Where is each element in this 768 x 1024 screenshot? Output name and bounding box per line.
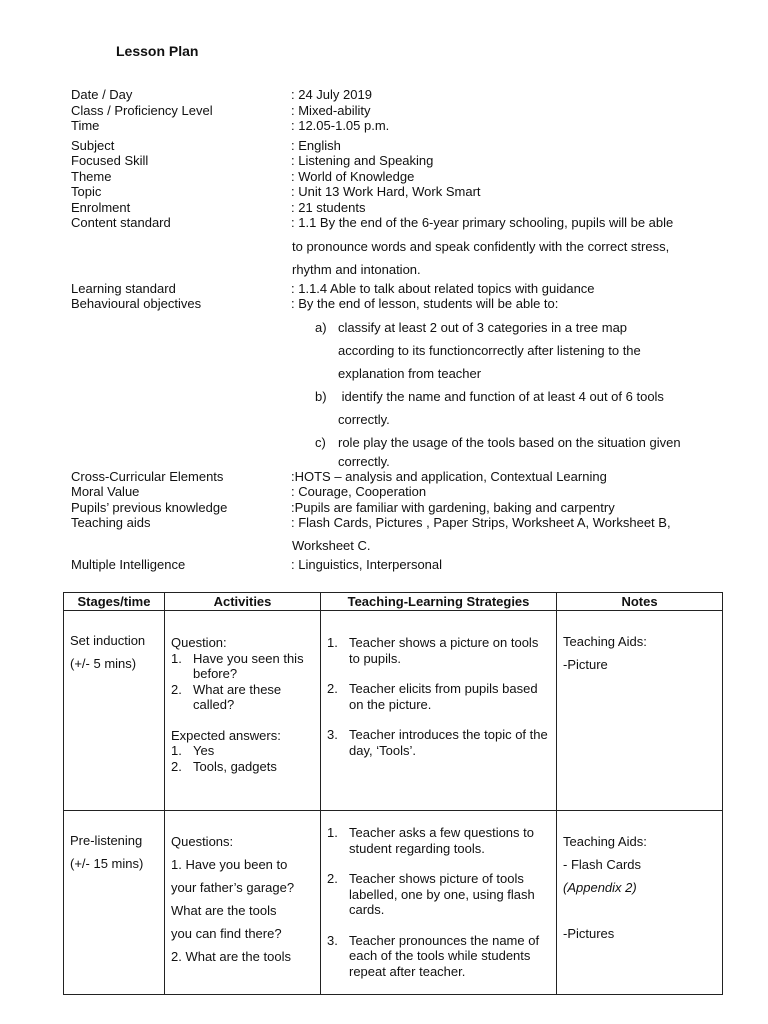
list-item	[171, 682, 314, 713]
column-header: Activities	[165, 593, 321, 611]
info-label: Pupils’ previous knowledge	[71, 499, 228, 515]
objective-item	[315, 385, 721, 431]
item-text: What are these called?	[193, 681, 282, 712]
activities-cell	[165, 611, 321, 811]
list-item	[327, 933, 550, 980]
item-text: Teacher shows picture of tools labelled, one by one, using flash cards.	[349, 871, 535, 917]
questions-list	[171, 651, 314, 713]
activity-line: your father’s garage?	[171, 880, 295, 895]
column-header: Stages/time	[64, 593, 165, 611]
objective-letter: a)	[315, 319, 327, 335]
info-row-enrolment	[71, 200, 721, 216]
stage-name: Pre-listening	[70, 833, 143, 848]
activity-line: you can find there?	[171, 926, 282, 941]
info-value: : Courage, Cooperation	[291, 484, 427, 499]
info-row-date	[71, 87, 721, 103]
info-row-teaching-aids	[71, 515, 721, 531]
table-row	[64, 611, 723, 811]
info-row-theme	[71, 169, 721, 185]
list-item	[171, 651, 314, 682]
content-standard-line: rhythm and intonation.	[292, 261, 421, 277]
info-value: :HOTS – analysis and application, Contextual Learning	[291, 468, 607, 484]
notes-line: (Appendix 2)	[563, 880, 637, 895]
info-label: Class / Proficiency Level	[71, 102, 213, 118]
page-title: Lesson Plan	[116, 43, 199, 59]
info-label: Cross-Curricular Elements	[71, 468, 224, 484]
activity-line: Questions:	[171, 834, 234, 849]
activity-line: What are the tools	[171, 903, 277, 918]
questions-title: Question:	[171, 635, 227, 650]
objectives-list	[71, 316, 721, 469]
list-item	[327, 825, 550, 856]
stage-time: (+/- 5 mins)	[70, 656, 137, 671]
info-row-class	[71, 103, 721, 119]
info-value: : Linguistics, Interpersonal	[291, 556, 443, 572]
info-row-subject	[71, 138, 721, 154]
item-number: 2.	[171, 758, 182, 774]
notes-line: - Flash Cards	[563, 857, 642, 872]
strategies-list	[327, 635, 550, 758]
info-label: Moral Value	[71, 484, 140, 499]
info-label: Date / Day	[71, 87, 133, 102]
item-text: Have you seen this before?	[193, 650, 304, 681]
info-row-cross-curricular	[71, 469, 721, 485]
objective-line: role play the usage of the tools based on the situation given	[338, 434, 681, 450]
lesson-table	[63, 592, 723, 995]
objective-item	[315, 316, 721, 385]
info-value: : 12.05-1.05 p.m.	[291, 118, 390, 133]
info-label: Content standard	[71, 215, 171, 230]
item-text: Teacher introduces the topic of the day, ‘Tools’.	[349, 727, 548, 758]
info-row-content-standard	[71, 215, 721, 231]
item-number: 1.	[171, 743, 182, 758]
notes-cell	[557, 811, 723, 995]
notes-spacer	[563, 899, 716, 922]
info-row-learning-standard	[71, 281, 721, 297]
info-row-multiple-intelligence	[71, 557, 721, 573]
stage-cell	[64, 611, 165, 811]
info-value: :Pupils are familiar with gardening, baking and carpentry	[291, 499, 615, 515]
notes-cell	[557, 611, 723, 811]
info-label: Time	[71, 118, 100, 133]
item-text: Tools, gadgets	[193, 758, 277, 774]
stage-cell	[64, 811, 165, 995]
info-value: : World of Knowledge	[291, 168, 415, 184]
info-row-moral-value	[71, 484, 721, 500]
activities-cell	[165, 811, 321, 995]
item-number: 2.	[171, 681, 182, 697]
objective-text	[338, 431, 721, 469]
objective-text	[338, 316, 721, 385]
info-value: : Listening and Speaking	[291, 153, 434, 168]
item-text: Teacher pronounces the name of each of the tools while students repeat after teacher.	[349, 932, 540, 979]
strategies-cell	[321, 611, 557, 811]
item-number: 2.	[327, 871, 338, 886]
lesson-info	[71, 87, 721, 572]
info-label: Enrolment	[71, 199, 131, 215]
column-header: Teaching-Learning Strategies	[321, 593, 557, 611]
item-number: 1.	[327, 825, 338, 840]
item-text: Teacher elicits from pupils based on the picture.	[349, 681, 538, 712]
objective-line: correctly.	[338, 453, 390, 469]
item-number: 3.	[327, 727, 338, 742]
activity-line: 2. What are the tools	[171, 949, 291, 964]
objective-line: classify at least 2 out of 3 categories in a tree map	[338, 319, 628, 335]
info-label: Focused Skill	[71, 153, 149, 168]
objective-text	[338, 385, 721, 431]
stage-time: (+/- 15 mins)	[70, 856, 144, 871]
strategies-cell	[321, 811, 557, 995]
info-row-skill	[71, 153, 721, 169]
objective-line: explanation from teacher	[338, 365, 482, 381]
item-number: 2.	[327, 681, 338, 696]
list-item	[327, 871, 550, 918]
table-header-row	[64, 593, 723, 611]
objective-letter: b)	[315, 388, 327, 404]
info-label: Subject	[71, 137, 115, 153]
objective-line: correctly.	[338, 411, 390, 427]
stage-name: Set induction	[70, 633, 146, 648]
table-row	[64, 811, 723, 995]
list-item	[327, 727, 550, 758]
info-value: : By the end of lesson, students will be able to:	[291, 296, 559, 311]
info-value: : Unit 13 Work Hard, Work Smart	[291, 184, 481, 199]
info-value: : 1.1.4 Able to talk about related topics with guidance	[291, 280, 595, 296]
notes-line: -Pictures	[563, 926, 615, 941]
list-item	[327, 681, 550, 712]
activity-line: 1. Have you been to	[171, 857, 288, 872]
item-number: 1.	[171, 650, 182, 666]
item-number: 1.	[327, 635, 338, 650]
list-item	[171, 743, 314, 759]
info-label: Learning standard	[71, 280, 176, 296]
objective-line: according to its functioncorrectly after listening to the	[338, 342, 641, 358]
info-row-previous-knowledge	[71, 500, 721, 516]
column-header: Notes	[557, 593, 723, 611]
info-value: : 21 students	[291, 199, 366, 215]
item-text: Teacher asks a few questions to student regarding tools.	[349, 825, 534, 856]
info-value: : English	[291, 137, 341, 153]
notes-line: Teaching Aids:	[563, 834, 647, 849]
info-row-behavioural-objectives	[71, 296, 721, 312]
info-value: : 24 July 2019	[291, 87, 372, 102]
info-value: : Mixed-ability	[291, 102, 371, 118]
info-label: Behavioural objectives	[71, 296, 202, 311]
info-value: : Flash Cards, Pictures , Paper Strips, Worksheet A, Worksheet B,	[291, 515, 671, 530]
list-item	[171, 759, 314, 775]
info-label: Topic	[71, 184, 102, 199]
content-standard-line: to pronounce words and speak confidently with the correct stress,	[292, 238, 670, 254]
info-value: : 1.1 By the end of the 6-year primary schooling, pupils will be able	[291, 215, 674, 230]
objective-item	[315, 431, 721, 469]
answers-title: Expected answers:	[171, 727, 281, 743]
objective-line: identify the name and function of at least 4 out of 6 tools	[338, 388, 664, 404]
answers-list	[171, 743, 314, 774]
info-label: Multiple Intelligence	[71, 556, 186, 572]
objective-letter: c)	[315, 434, 326, 450]
item-text: Yes	[193, 743, 215, 758]
info-label: Theme	[71, 168, 112, 184]
item-number: 3.	[327, 932, 338, 948]
notes-line: -Picture	[563, 657, 608, 672]
info-row-topic	[71, 184, 721, 200]
notes-line: Teaching Aids:	[563, 634, 647, 649]
info-label: Teaching aids	[71, 515, 151, 530]
strategies-list	[327, 825, 550, 979]
teaching-aids-line: Worksheet C.	[292, 537, 371, 553]
info-row-time	[71, 118, 721, 134]
list-item	[327, 635, 550, 666]
item-text: Teacher shows a picture on tools to pupils.	[349, 635, 539, 666]
